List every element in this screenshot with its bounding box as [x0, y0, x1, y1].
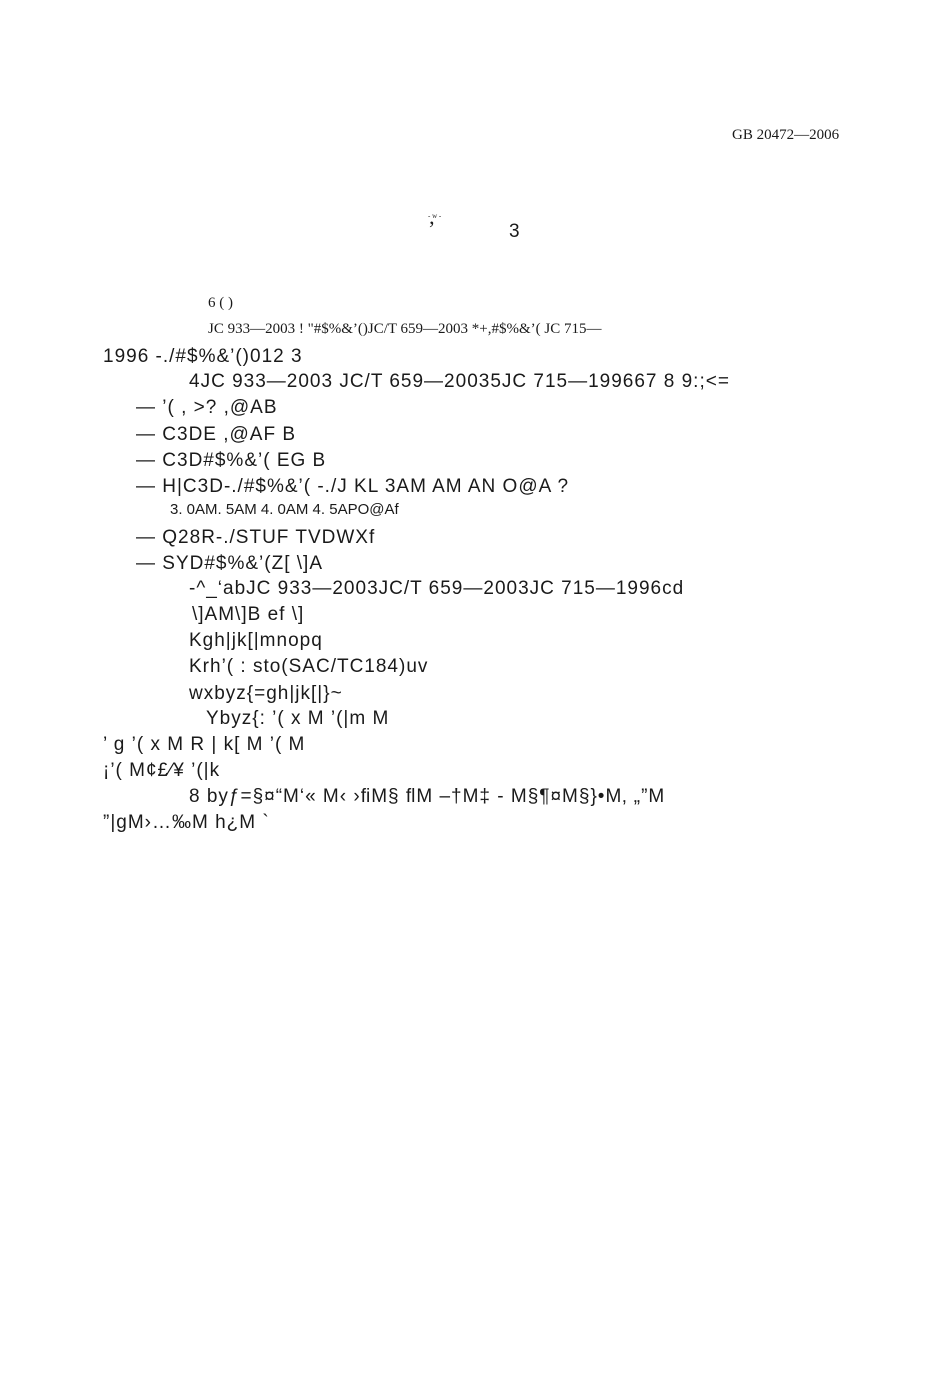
- text-line-9: 3. 0AM. 5AM 4. 0AM 4. 5APO@Af: [170, 501, 399, 518]
- text-line-4: 4JC 933—2003 JC/T 659—20035JC 715—199667 8 9:;<=: [189, 371, 730, 392]
- text-line-12: -^_‘abJC 933—2003JC/T 659—2003JC 715—1996cd: [189, 578, 685, 599]
- text-line-19: ¡’( M¢£⁄¥ ’(|k: [103, 760, 221, 781]
- text-line-7: — C3D#$%&’( EG B: [136, 450, 327, 471]
- title-text: 3: [509, 221, 520, 242]
- title-mark: - w -: [428, 212, 442, 220]
- text-line-14: Kgh|jk[|mnopq: [189, 630, 323, 651]
- text-line-18: ’ g ’( x M R | k[ M ’( M: [103, 734, 306, 755]
- text-line-1: 6 ( ): [208, 295, 233, 311]
- text-line-21: ”|gM›…‰M h¿M `: [103, 812, 270, 833]
- text-line-3: 1996 -./#$%&’()012 3: [103, 346, 303, 367]
- text-line-13: \]AM\]B ef \]: [192, 604, 305, 625]
- text-line-17: Ybyz{: ’( x M ’(|m M: [206, 708, 390, 729]
- text-line-20: 8 byƒ=§¤“M‘« M‹ ›ﬁM§ ﬂM –†M‡ - M§¶¤M§}•M‚ „”M: [189, 786, 666, 807]
- text-line-10: — Q28R-./STUF TVDWXf: [136, 527, 376, 548]
- title-glyph: ’: [428, 216, 436, 241]
- text-line-11: — SYD#$%&’(Z[ \]A: [136, 553, 323, 574]
- text-line-15: Krh’( : sto(SAC/TC184)uv: [189, 656, 429, 677]
- text-line-8: — H|C3D-./#$%&’( -./J KL 3AM AM AN O@A ?: [136, 476, 570, 497]
- text-line-2: JC 933—2003 ! "#$%&’()JC/T 659—2003 *+,#$%&’( JC 715—: [208, 321, 602, 337]
- text-line-5: — ’( , >? ,@AB: [136, 397, 278, 418]
- standard-code: GB 20472—2006: [732, 127, 840, 143]
- text-line-6: — C3DE ,@AF B: [136, 424, 297, 445]
- text-line-16: wxbyz{=gh|jk[|}~: [189, 683, 343, 704]
